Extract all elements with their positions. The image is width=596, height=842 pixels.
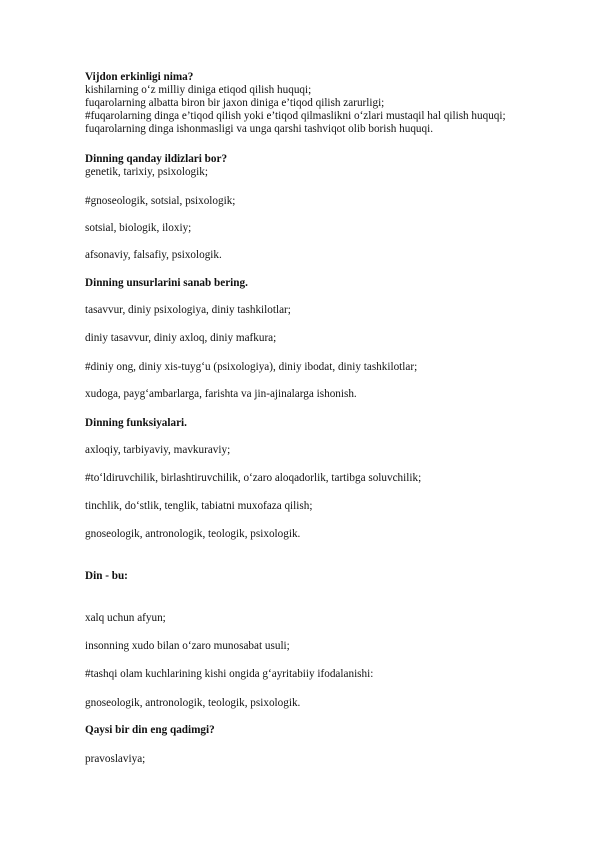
answer-option: genetik, tarixiy, psixologik; [85,166,208,178]
answer-option-correct: #tashqi olam kuchlarining kishi ongida g‘ayritabiiy ifodalanishi: [85,668,374,680]
answer-option: xalq uchun afyun; [85,612,166,624]
answer-option: insonning xudo bilan o‘zaro munosabat usuli; [85,640,290,652]
answer-option: axloqiy, tarbiyaviy, mavkuraviy; [85,444,231,456]
answer-option: tasavvur, diniy psixologiya, diniy tashkilotlar; [85,304,291,316]
answer-option: afsonaviy, falsafiy, psixologik. [85,249,222,261]
answer-option: gnoseologik, antronologik, teologik, psixologik. [85,528,301,540]
question-heading: Dinning qanday ildizlari bor? [85,153,228,165]
answer-option: fuqarolarning albatta biron bir jaxon diniga e’tiqod qilish zarurligi; [85,97,385,109]
question-heading: Vijdon erkinligi nima? [85,71,194,83]
answer-option-correct: #diniy ong, diniy xis-tuyg‘u (psixologiya), diniy ibodat, diniy tashkilotlar; [85,361,418,373]
answer-option: fuqarolarning dinga ishonmasligi va unga qarshi tashviqot olib borish huquqi. [85,123,434,135]
answer-option: kishilarning o‘z milliy diniga etiqod qilish huquqi; [85,84,312,96]
answer-option: diniy tasavvur, diniy axloq, diniy mafkura; [85,332,277,344]
answer-option-correct: #fuqarolarning dinga e’tiqod qilish yoki e’tiqod qilmaslikni o‘zlari mustaqil hal qilish huquqi; [85,110,506,122]
question-heading: Dinning funksiyalari. [85,417,187,429]
answer-option: sotsial, biologik, iloxiy; [85,222,192,234]
answer-option: xudoga, payg‘ambarlarga, farishta va jin-ajinalarga ishonish. [85,388,357,400]
question-heading: Dinning unsurlarini sanab bering. [85,277,248,289]
answer-option: pravoslaviya; [85,753,146,765]
question-heading: Din - bu: [85,570,128,582]
question-heading: Qaysi bir din eng qadimgi? [85,724,215,736]
answer-option-correct: #to‘ldiruvchilik, birlashtiruvchilik, o‘zaro aloqadorlik, tartibga soluvchilik; [85,472,422,484]
answer-option: tinchlik, do‘stlik, tenglik, tabiatni muxofaza qilish; [85,500,313,512]
answer-option-correct: #gnoseologik, sotsial, psixologik; [85,195,236,207]
answer-option: gnoseologik, antronologik, teologik, psixologik. [85,697,301,709]
